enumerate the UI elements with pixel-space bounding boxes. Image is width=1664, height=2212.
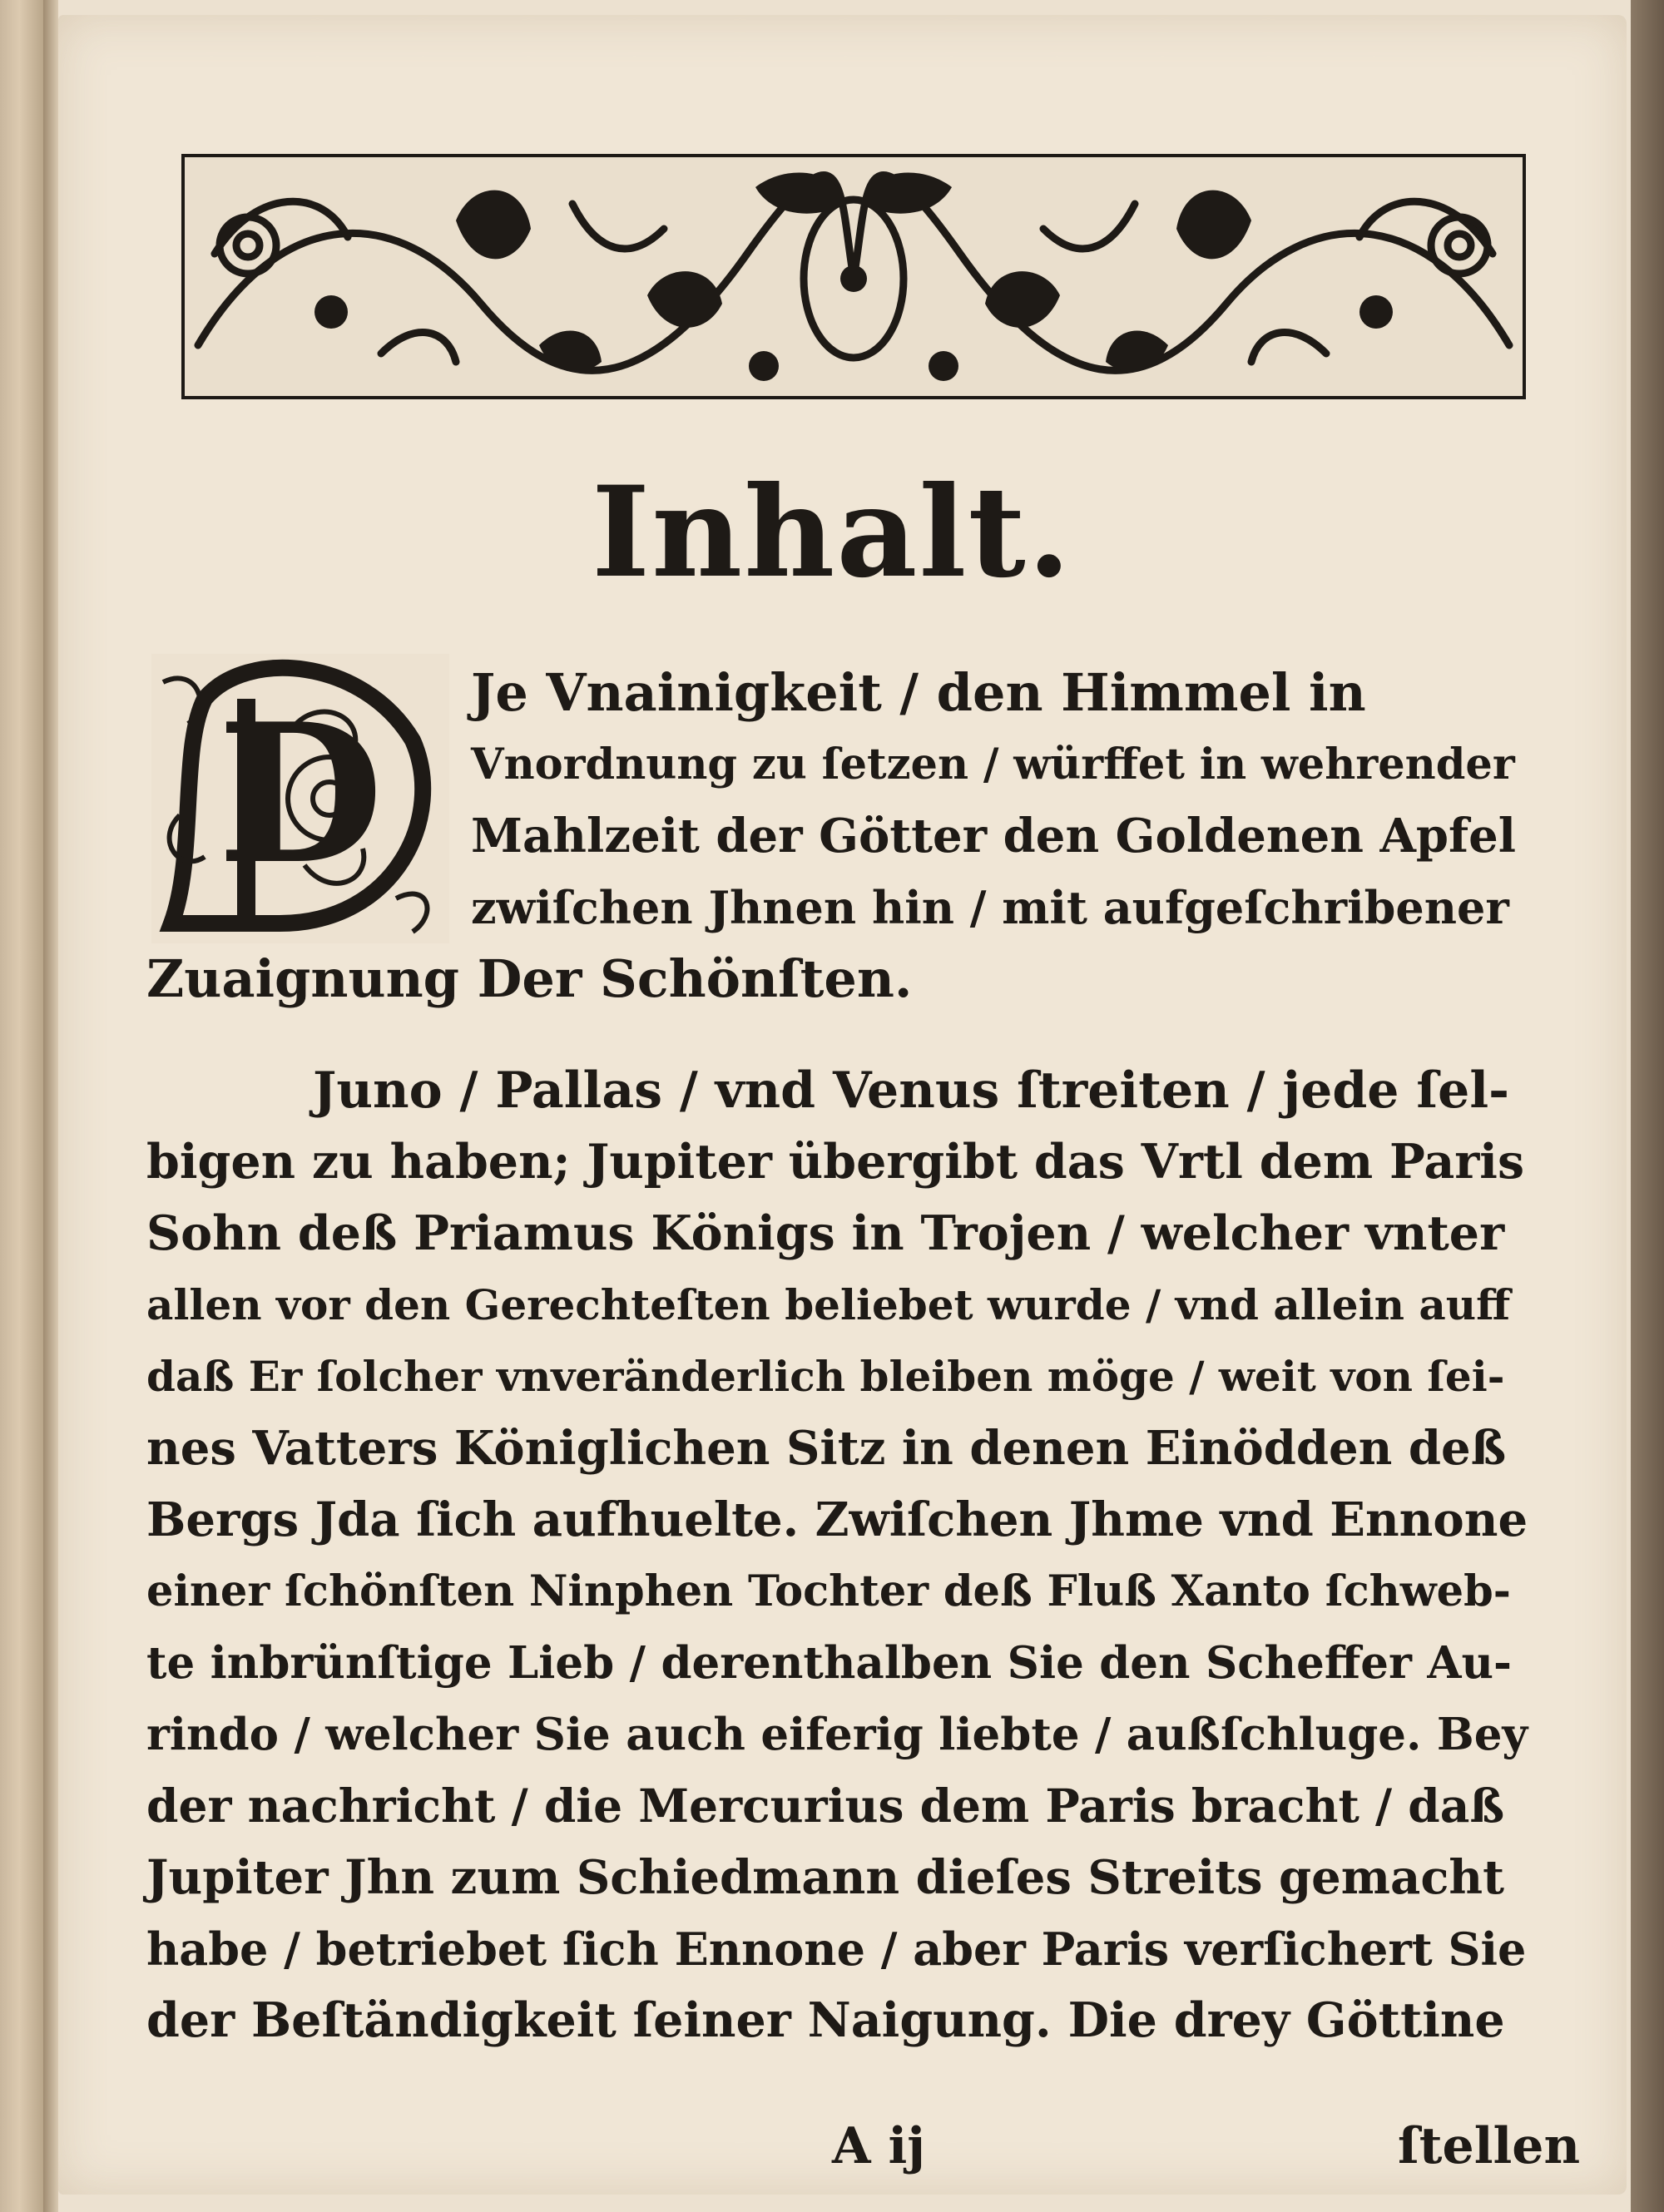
text-line: habe / betriebet ſich Ennone / aber Paris verſichert Sie: [146, 1923, 1527, 1976]
text-line: allen vor den Gerechteſten beliebet wurde / vnd allein auff: [146, 1280, 1511, 1329]
book-gutter: [43, 0, 58, 2212]
signature-mark: A ij: [832, 2117, 925, 2175]
text-line: Juno / Pallas / vnd Venus ſtreiten / jede ſel-: [313, 1061, 1510, 1120]
text-line: Je Vnainigkeit / den Himmel in: [471, 662, 1366, 723]
drop-capital-letter: D: [217, 682, 384, 907]
text-line: zwiſchen Jhnen hin / mit aufgeſchribener: [471, 881, 1509, 934]
text-line: Jupiter Jhn zum Schiedmann dieſes Streits gemacht: [146, 1850, 1505, 1905]
text-line: Zuaignung Der Schönſten.: [146, 948, 913, 1009]
page-heading: Inhalt.: [592, 459, 1072, 606]
facing-page-edge: [0, 0, 43, 2212]
background-edge: [1631, 0, 1664, 2212]
text-line: te inbrünſtige Lieb / derenthalben Sie den Scheffer Au-: [146, 1637, 1513, 1689]
text-line: rindo / welcher Sie auch eiferig liebte / außſchluge. Bey: [146, 1709, 1528, 1760]
text-line: Vnordnung zu ſetzen / würffet in wehrender: [471, 740, 1515, 789]
text-line: bigen zu haben; Jupiter übergibt das Vrtl dem Paris: [146, 1134, 1525, 1190]
text-line: daß Er ſolcher vnveränderlich bleiben möge / weit von ſei-: [146, 1352, 1505, 1401]
text-line: nes Vatters Königlichen Sitz in denen Einödden deß: [146, 1421, 1507, 1476]
text-line: einer ſchönſten Ninphen Tochter deß Fluß Xanto ſchweb-: [146, 1566, 1511, 1616]
catchword: ſtellen: [1398, 2117, 1581, 2175]
text-line: Bergs Jda ſich aufhuelte. Zwiſchen Jhme vnd Ennone: [146, 1492, 1528, 1547]
ornamental-drop-capital: [146, 649, 454, 948]
text-line: der nachricht / die Mercurius dem Paris bracht / daß: [146, 1779, 1505, 1833]
ornamental-headpiece: [181, 154, 1526, 399]
text-line: Mahlzeit der Götter den Goldenen Apfel: [471, 809, 1517, 864]
text-line: der Beſtändigkeit ſeiner Naigung. Die drey Göttine: [146, 1992, 1505, 2048]
text-line: Sohn deß Priamus Königs in Trojen / welcher vnter: [146, 1205, 1505, 1261]
